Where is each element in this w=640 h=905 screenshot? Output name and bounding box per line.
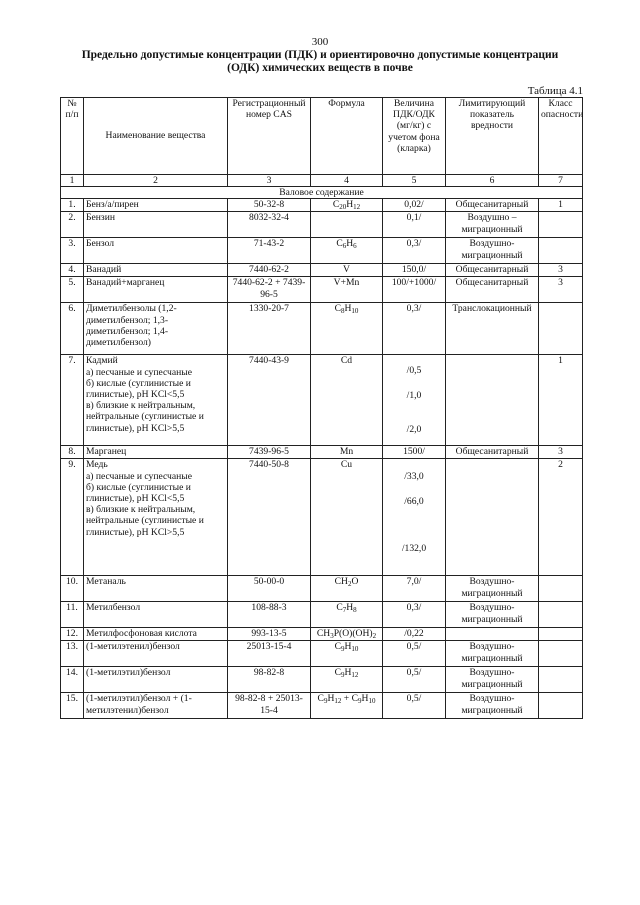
formula: $CH_2O$ [311,576,383,602]
formula: $CH_3P(O)(OH)_2$ [311,628,383,641]
formula: $C_9H_{10}$ [311,641,383,667]
row-number: 5. [61,277,84,303]
substance-name [84,459,228,576]
table-row [61,667,583,693]
title-line-2: (ОДК) химических веществ в почве [227,62,413,74]
hazard-class [539,628,583,641]
cas-number: 7440-43-9 [228,355,311,446]
cas-number: 25013-15-4 [228,641,311,667]
soil-type: в) близкие к нейтральным, нейтральные (суглинистые и глинистые), pH KCl>5,5 [86,400,204,434]
cas-number: 993-13-5 [228,628,311,641]
hazard-class [539,576,583,602]
concentration-value: 0,5/ [383,667,446,693]
concentration-value: 0,5/ [383,693,446,719]
formula: V+Mn [311,277,383,303]
cas-number: 98-82-8 [228,667,311,693]
row-number: 11. [61,602,84,628]
limiting-indicator [446,459,539,576]
soil-value: /33,0 [404,471,424,483]
concentration-value [383,355,446,446]
concentration-value [383,459,446,576]
cas-number: 50-32-8 [228,199,311,212]
formula: $C_{20}H_{12}$ [311,199,383,212]
col-num: 6 [446,175,539,187]
col-num: 1 [61,175,84,187]
hazard-class [539,602,583,628]
substance-name: Метилбензол [84,602,228,628]
formula: Mn [311,446,383,459]
soil-type: в) близкие к нейтральным, нейтральные (суглинистые и глинистые), pH KCl>5,5 [86,504,204,538]
formula: $C_7H_8$ [311,602,383,628]
document-title [60,49,580,75]
formula: V [311,264,383,277]
column-numbers-row [61,175,583,187]
table-row [61,355,583,446]
concentration-value: /0,22 [383,628,446,641]
substance-name: Ванадий [84,264,228,277]
row-number: 12. [61,628,84,641]
concentration-value: 100/+1000/ [383,277,446,303]
header-number: № п/п [61,98,84,175]
row-number: 13. [61,641,84,667]
substance-name: Метаналь [84,576,228,602]
table-row [61,303,583,355]
soil-type: а) песчаные и супесчаные [86,470,192,482]
hazard-class [539,667,583,693]
table-row [61,628,583,641]
soil-value: /66,0 [404,496,424,508]
cas-number: 98-82-8 + 25013-15-4 [228,693,311,719]
soil-type: б) кислые (суглинистые и глинистые), pH KCl<5,5 [86,481,191,505]
section-row [61,187,583,199]
row-number: 6. [61,303,84,355]
substance-name: (1-метилэтил)бензол + (1-метилэтенил)бензол [84,693,228,719]
table-row [61,641,583,667]
cas-number: 71-43-2 [228,238,311,264]
row-number: 9. [61,459,84,576]
cas-number: 7440-62-2 [228,264,311,277]
substance-name: Метилфосфоновая кислота [84,628,228,641]
limiting-indicator: Общесанитарный [446,277,539,303]
table-row [61,602,583,628]
substance-name: Диметилбензолы (1,2-диметилбензол; 1,3-диметилбензол; 1,4-диметилбензол) [84,303,228,355]
formula: Cu [311,459,383,576]
concentration-value: 1500/ [383,446,446,459]
table-label: Таблица 4.1 [527,85,583,97]
soil-value: /2,0 [406,424,422,436]
concentration-value: 0,02/ [383,199,446,212]
substance-name [84,355,228,446]
substance-name: Бензол [84,238,228,264]
page-number: 300 [311,36,329,48]
cas-number: 7440-62-2 + 7439-96-5 [228,277,311,303]
table-row [61,446,583,459]
table-row [61,264,583,277]
header-formula: Формула [311,98,383,175]
limiting-indicator [446,628,539,641]
concentration-value: 7,0/ [383,576,446,602]
concentration-value: 0,5/ [383,641,446,667]
limiting-indicator: Воздушно-миграционный [446,667,539,693]
cas-number: 50-00-0 [228,576,311,602]
cas-number: 8032-32-4 [228,212,311,238]
hazard-class: 1 [539,355,583,446]
table-row [61,459,583,576]
soil-value: /132,0 [401,543,427,555]
soil-type: а) песчаные и супесчаные [86,366,192,378]
concentration-value: 0,1/ [383,212,446,238]
limiting-indicator: Воздушно-миграционный [446,641,539,667]
hazard-class [539,693,583,719]
limiting-indicator: Воздушно-миграционный [446,576,539,602]
table-row [61,277,583,303]
formula: $C_8H_{10}$ [311,303,383,355]
limiting-indicator: Общесанитарный [446,199,539,212]
limiting-indicator: Общесанитарный [446,446,539,459]
concentration-value: 150,0/ [383,264,446,277]
hazard-class: 3 [539,264,583,277]
col-num: 3 [228,175,311,187]
concentration-value: 0,3/ [383,602,446,628]
header-cas: Регистрационный номер CAS [228,98,311,175]
soil-type: б) кислые (суглинистые и глинистые), pH KCl<5,5 [86,377,191,401]
header-value: Величина ПДК/ОДК (мг/кг) с учетом фона (кларка) [383,98,446,175]
row-number: 3. [61,238,84,264]
substance-name: Бензин [84,212,228,238]
substance-name: (1-метилэтенил)бензол [84,641,228,667]
col-num: 7 [539,175,583,187]
formula [311,212,383,238]
hazard-class [539,238,583,264]
header-limit: Лимитирующий показатель вредности [446,98,539,175]
limiting-indicator: Воздушно – миграционный [446,212,539,238]
header-name: Наименование вещества [84,98,228,175]
formula: $C_9H_{12} + C_9H_{10}$ [311,693,383,719]
section-title: Валовое содержание [61,187,583,199]
pdk-table [60,97,583,719]
cas-number: 108-88-3 [228,602,311,628]
limiting-indicator: Воздушно-миграционный [446,238,539,264]
row-number: 15. [61,693,84,719]
limiting-indicator: Общесанитарный [446,264,539,277]
col-num: 4 [311,175,383,187]
hazard-class: 3 [539,277,583,303]
formula: Cd [311,355,383,446]
substance-title: Медь [86,459,108,471]
limiting-indicator: Транслокационный [446,303,539,355]
header-class: Класс опасности [539,98,583,175]
col-num: 5 [383,175,446,187]
cas-number: 1330-20-7 [228,303,311,355]
row-number: 8. [61,446,84,459]
title-line-1: Предельно допустимые концентрации (ПДК) и ориентировочно допустимые концентрации [81,49,559,61]
header-row [61,98,583,175]
substance-name: (1-метилэтил)бензол [84,667,228,693]
formula: $C_6H_6$ [311,238,383,264]
limiting-indicator: Воздушно-миграционный [446,602,539,628]
row-number: 2. [61,212,84,238]
row-number: 1. [61,199,84,212]
table-row [61,693,583,719]
table-row [61,212,583,238]
substance-name: Бенз/а/пирен [84,199,228,212]
hazard-class [539,303,583,355]
cas-number: 7439-96-5 [228,446,311,459]
hazard-class: 1 [539,199,583,212]
limiting-indicator: Воздушно-миграционный [446,693,539,719]
substance-title: Кадмий [86,355,118,367]
cas-number: 7440-50-8 [228,459,311,576]
row-number: 7. [61,355,84,446]
table-row [61,238,583,264]
soil-value: /1,0 [406,390,422,402]
concentration-value: 0,3/ [383,303,446,355]
row-number: 4. [61,264,84,277]
concentration-value: 0,3/ [383,238,446,264]
limiting-indicator [446,355,539,446]
hazard-class [539,212,583,238]
substance-name: Марганец [84,446,228,459]
hazard-class [539,641,583,667]
hazard-class: 3 [539,446,583,459]
table-row [61,576,583,602]
row-number: 10. [61,576,84,602]
formula: $C_9H_{12}$ [311,667,383,693]
table-row [61,199,583,212]
table-body [61,199,583,719]
hazard-class: 2 [539,459,583,576]
row-number: 14. [61,667,84,693]
soil-value: /0,5 [406,365,422,377]
col-num: 2 [84,175,228,187]
substance-name: Ванадий+марганец [84,277,228,303]
